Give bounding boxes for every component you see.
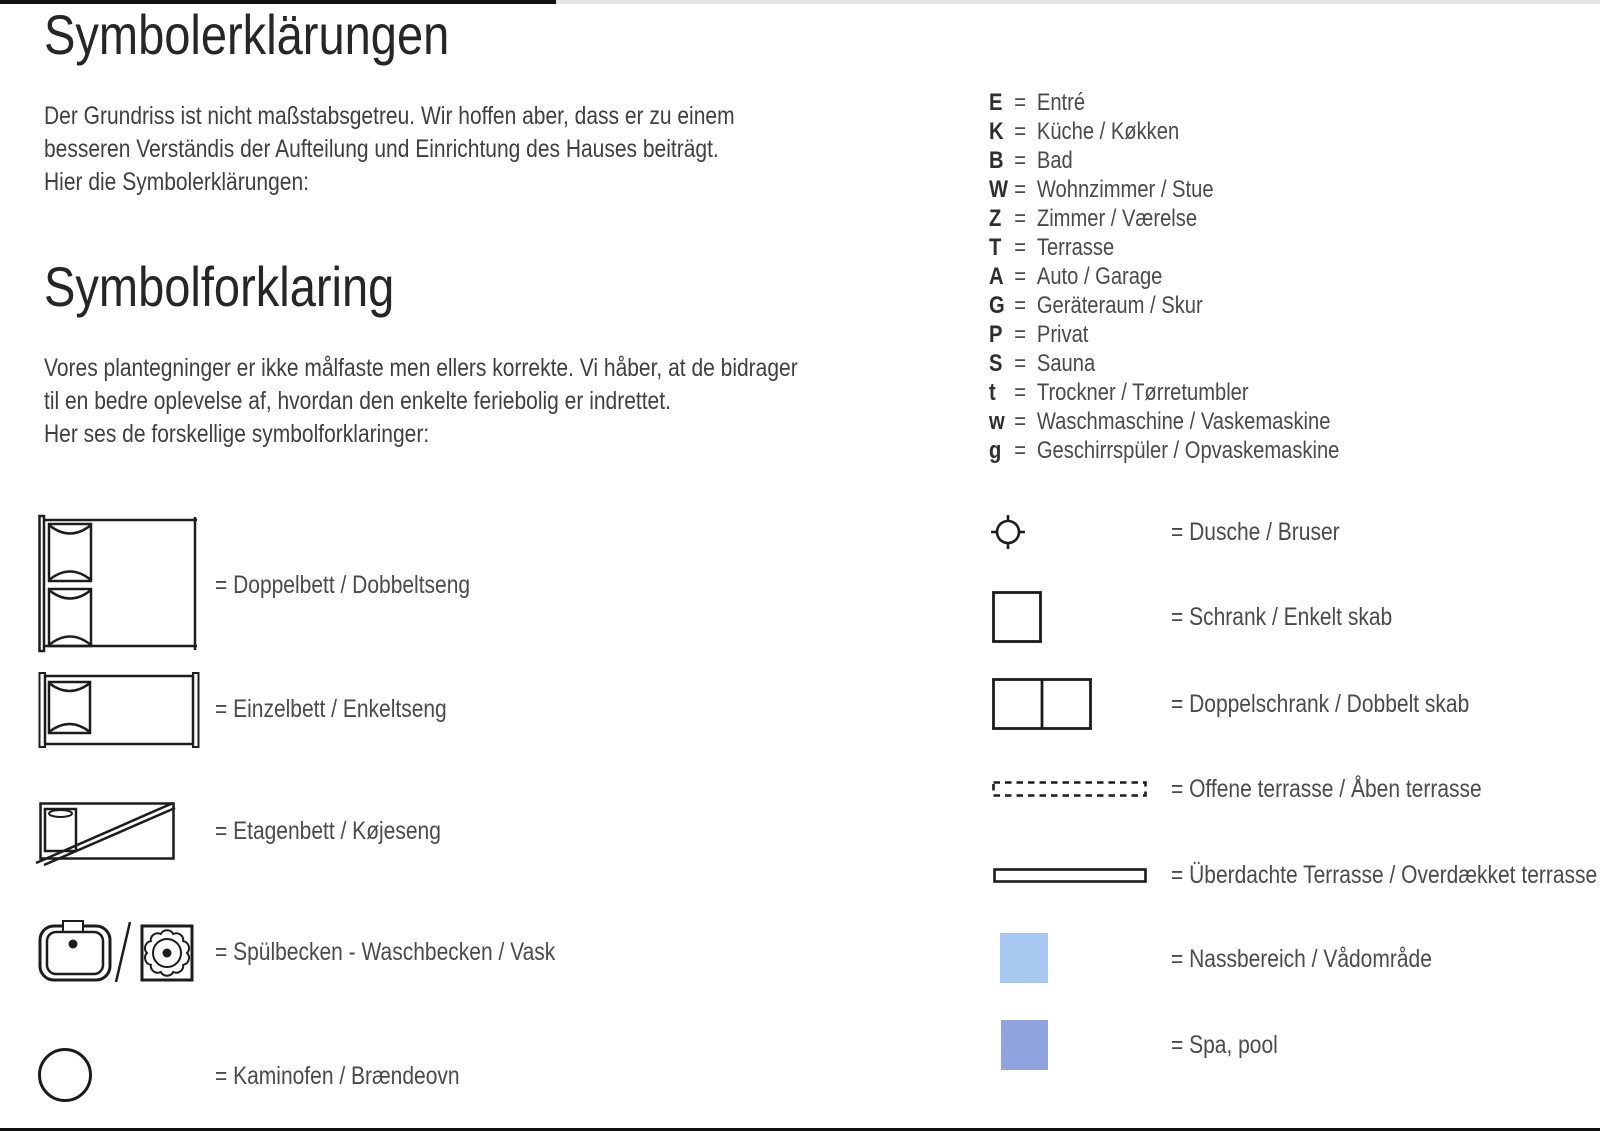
- room-code-row: E = Entré: [989, 89, 1086, 116]
- room-code-row: T = Terrasse: [989, 234, 1115, 261]
- room-code-row: B = Bad: [989, 147, 1073, 174]
- open-terrace-label: = Offene terrasse / Åben terrasse: [1171, 775, 1482, 803]
- bunk-bed-icon: [39, 802, 175, 860]
- open-terrace-icon: [992, 781, 1147, 797]
- room-code-row: G = Geräteraum / Skur: [989, 292, 1203, 319]
- spa-pool-label: = Spa, pool: [1171, 1031, 1278, 1059]
- sink-label: = Spülbecken - Waschbecken / Vask: [215, 938, 556, 966]
- page-title-german: Symbolerklärungen: [44, 3, 450, 66]
- room-code-row: Z = Zimmer / Værelse: [989, 205, 1198, 232]
- covered-terrace-label: = Überdachte Terrasse / Overdækket terrasse: [1171, 861, 1598, 889]
- sink-icon: [38, 918, 198, 988]
- room-code-row: A = Auto / Garage: [989, 263, 1163, 290]
- double-cabinet-label: = Doppelschrank / Dobbelt skab: [1171, 690, 1470, 718]
- wet-area-swatch: [1000, 933, 1048, 983]
- wood-stove-label: = Kaminofen / Brændeovn: [215, 1062, 460, 1090]
- single-bed-icon: [38, 671, 200, 749]
- single-cabinet-icon: [992, 591, 1042, 643]
- room-code-row: g = Geschirrspüler / Opvaskemaskine: [989, 437, 1340, 464]
- room-code-list: [989, 88, 1339, 465]
- double-bed-icon: [38, 515, 200, 653]
- room-code-row: K = Küche / Køkken: [989, 118, 1180, 145]
- bunk-bed-label: = Etagenbett / Køjeseng: [215, 817, 441, 845]
- page-title-danish: Symbolforklaring: [44, 255, 395, 318]
- intro-german: Der Grundriss ist nicht maßstabsgetreu. Wir hoffen aber, dass er zu einem besseren Verständis der Aufteilung und Einrichtung des Hauses beiträgt. Hier die Symbolerklärungen:: [44, 102, 735, 196]
- spa-pool-swatch: [1001, 1020, 1048, 1070]
- intro-danish: Vores plantegninger er ikke målfaste men ellers korrekte. Vi håber, at de bidrager til en bedre oplevelse af, hvordan den enkelte feriebolig er indrettet. Her ses de forskellige symbolforklaringer:: [44, 354, 798, 448]
- double-cabinet-icon: [992, 678, 1092, 730]
- single-cabinet-label: = Schrank / Enkelt skab: [1171, 603, 1393, 631]
- wet-area-label: = Nassbereich / Vådområde: [1171, 945, 1432, 973]
- double-bed-label: = Doppelbett / Dobbeltseng: [215, 571, 471, 599]
- room-code-row: w = Waschmaschine / Vaskemaskine: [989, 408, 1331, 435]
- shower-label: = Dusche / Bruser: [1171, 518, 1340, 546]
- room-code-row: P = Privat: [989, 321, 1089, 348]
- wood-stove-icon: [37, 1047, 93, 1103]
- room-code-row: S = Sauna: [989, 350, 1096, 377]
- room-code-row: t = Trockner / Tørretumbler: [989, 379, 1249, 406]
- room-code-row: W = Wohnzimmer / Stue: [989, 176, 1214, 203]
- covered-terrace-icon: [993, 868, 1147, 883]
- shower-icon: [988, 512, 1028, 552]
- single-bed-label: = Einzelbett / Enkeltseng: [215, 695, 447, 723]
